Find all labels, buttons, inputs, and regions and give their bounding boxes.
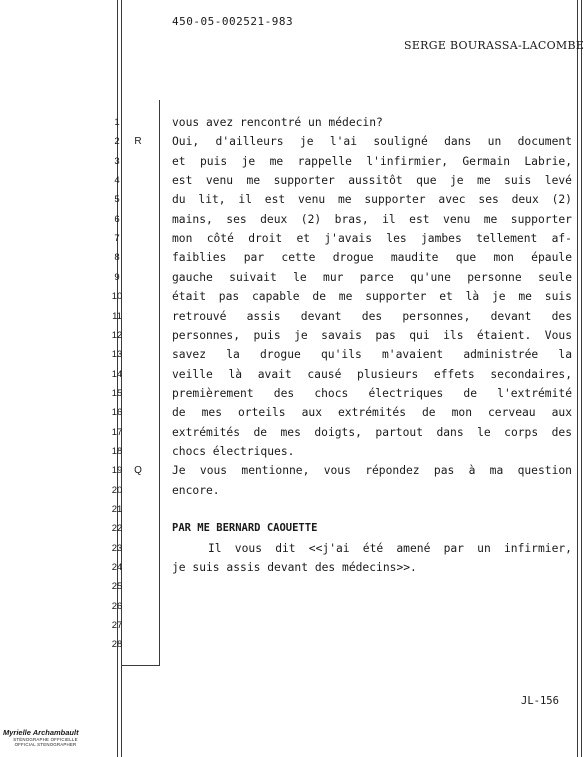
speaker-column-rule — [159, 100, 160, 665]
line-number: 21 — [111, 504, 123, 515]
line-number: 23 — [111, 542, 123, 554]
line-number: 25 — [111, 581, 123, 593]
speaker-label: Q — [134, 465, 142, 477]
line-number: 27 — [111, 620, 123, 632]
line-number: 2 — [114, 136, 120, 148]
line-number: 14 — [111, 368, 123, 380]
line-number: 9 — [114, 271, 120, 283]
stenographer-logo — [3, 728, 88, 747]
line-number: 20 — [111, 484, 123, 496]
line-number: 12 — [111, 329, 123, 341]
line-number: 10 — [111, 291, 123, 303]
line-number: 22 — [111, 523, 123, 535]
line-number: 7 — [114, 233, 120, 245]
transcript-line: Il vous dit <<j'ai été amené par un infirmier, — [208, 541, 572, 555]
section-heading: PAR ME BERNARD CAOUETTE — [172, 522, 318, 535]
transcript-line: savez la drogue qu'ils m'avaient administrée la — [172, 348, 572, 362]
line-number: 28 — [111, 639, 123, 651]
line-number: 1 — [114, 117, 120, 128]
document-code: 450-05-002521-983 — [172, 15, 294, 28]
transcript-line: faiblies par cette drogue maudite que mon épaule — [172, 251, 572, 265]
stenographer-name: Myrielle Archambault — [3, 728, 79, 737]
line-number: 18 — [111, 445, 123, 457]
transcript-line: Je vous mentionne, vous répondez pas à ma question — [172, 464, 572, 478]
transcript-line: était pas capable de me supporter et là je me suis — [172, 290, 572, 304]
line-number: 8 — [114, 252, 120, 264]
line-number: 4 — [114, 175, 120, 187]
margin-rule-outer-right — [581, 0, 582, 757]
transcript-line: gauche suivait le mur parce qu'une personne seule — [172, 270, 572, 284]
margin-rule-inner-right — [577, 0, 578, 757]
transcript-line: du lit, il est venu me supporter avec ses deux (2) — [172, 193, 572, 207]
transcript-line: mains, ses deux (2) bras, il est venu me supporter — [172, 212, 572, 226]
line-number: 19 — [111, 465, 123, 477]
witness-name: SERGE BOURASSA-LACOMBE — [404, 39, 585, 52]
transcript-line: je suis assis devant des médecins>>. — [172, 561, 417, 575]
transcript-line: vous avez rencontré un médecin? — [172, 116, 383, 129]
transcript-line: chocs électriques. — [172, 444, 295, 458]
page-code: JL-156 — [521, 695, 559, 707]
transcript-line: et puis je me rappelle l'infirmier, Germain Labrie, — [172, 154, 572, 168]
stenographer-title-fr: STÉNOGRAPHE OFFICIELLE — [13, 737, 78, 742]
transcript-line: personnes, puis je savais pas qui ils étaient. Vous — [172, 328, 572, 342]
stenographer-title-en: OFFICIAL STENOGRAPHER — [14, 742, 77, 747]
line-number: 17 — [111, 426, 123, 438]
transcript-line: premièrement des chocs électriques de l'extrémité — [172, 386, 572, 400]
line-number: 26 — [111, 600, 123, 612]
transcript-line: retrouvé assis devant des personnes, devant des — [172, 309, 572, 323]
line-number: 6 — [114, 213, 120, 225]
line-number: 16 — [111, 407, 123, 419]
line-number: 5 — [114, 194, 120, 206]
line-number: 3 — [114, 155, 120, 167]
transcript-line: Oui, d'ailleurs je l'ai souligné dans un document — [172, 135, 572, 149]
line-number: 11 — [112, 310, 122, 322]
transcript-line: encore. — [172, 483, 220, 497]
transcript-line: extrémités de mes doigts, partout dans le corps des — [172, 425, 572, 439]
line-number: 24 — [111, 562, 123, 574]
transcript-line: mon côté droit et j'avais les jambes tellement af- — [172, 232, 572, 246]
transcript-line: veille là avait causé plusieurs effets secondaires, — [172, 367, 572, 381]
line-number: 15 — [111, 387, 123, 399]
transcript-line: de mes orteils aux extrémités de mon cerveau aux — [172, 406, 572, 420]
speaker-label: R — [134, 136, 142, 148]
line-number: 13 — [111, 349, 123, 361]
transcript-line: est venu me supporter aussitôt que je me suis levé — [172, 174, 572, 188]
speaker-column-bottom-rule — [121, 665, 160, 666]
